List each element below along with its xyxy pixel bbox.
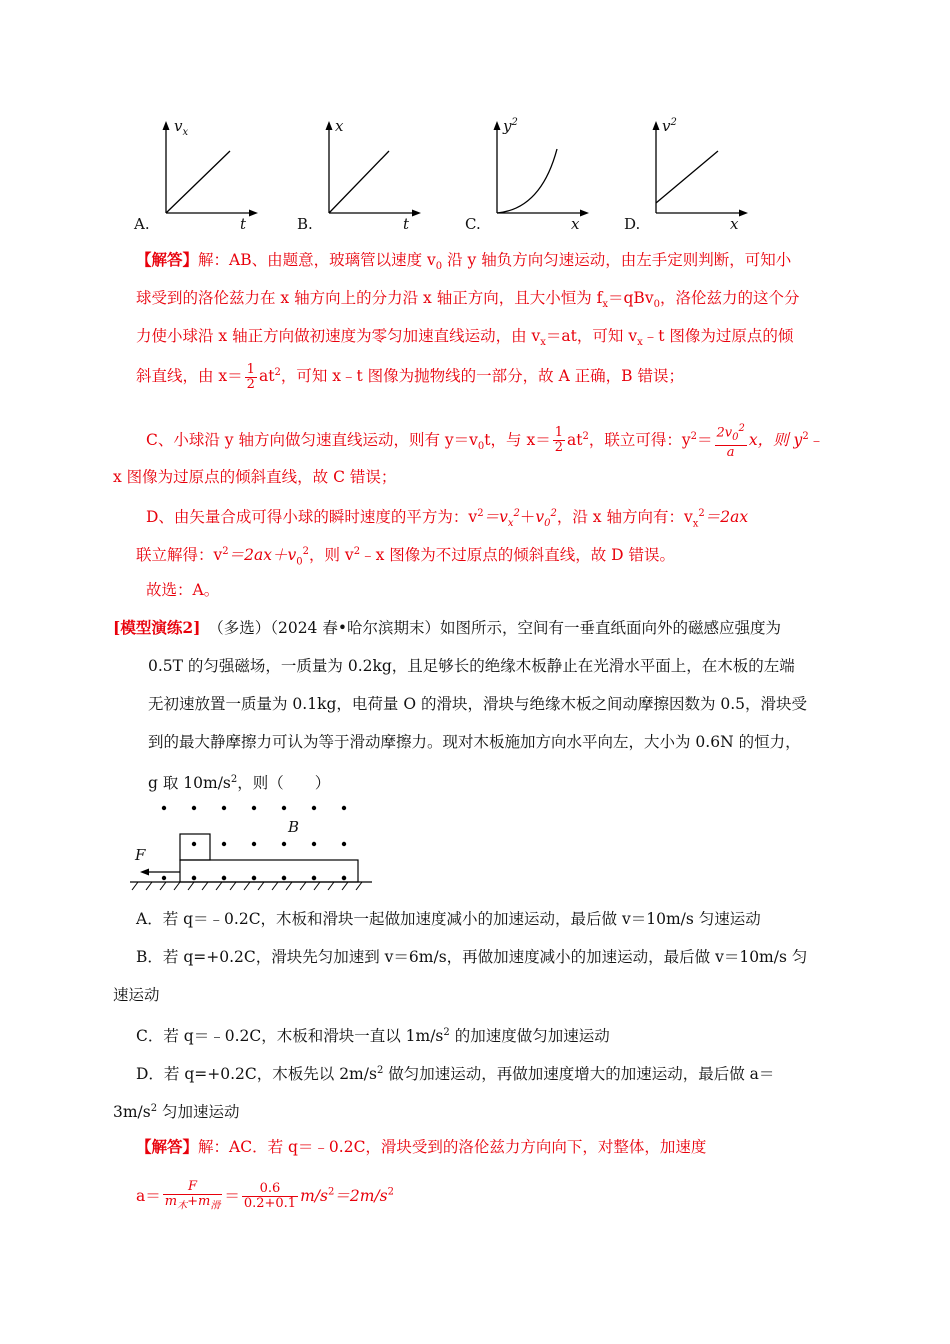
sol1-line-1: 【解答】解：AB、由题意，玻璃管以速度 $v_0$ 沿 y 轴负方向匀速运动，由左手定则判断，可知小: [136, 250, 792, 273]
q2-option-c: C．若 q＝﹣0.2C，木板和滑块一直以 $1m/s^2$ 的加速度做匀加速运动: [136, 1027, 610, 1046]
sol1-line-4: 斜直线，由 x＝ $\frac{1}{2}$ $at^2$，可知 x﹣t 图像为抛物线的一部分，故 A 正确，B 错误；: [136, 361, 685, 392]
q2-option-d-line-2: $3m/s^2$ 匀加速运动: [113, 1103, 240, 1122]
sol1-line-2: 球受到的洛伦兹力在 x 轴方向上的分力沿 x 轴正方向，且大小恒为 $f_x=qBv_0$，洛伦兹力的这个分: [136, 289, 800, 311]
sol1-line-3: 力使小球沿 x 轴正方向做初速度为零匀加速直线运动，由 $v_x=at$，可知 $v_x﹣t$ 图像为过原点的倾: [136, 327, 794, 349]
sol1-conclusion: 故选：A。: [146, 581, 220, 599]
graph-b-xlabel: t: [403, 215, 410, 233]
sol1-line-7: D、由矢量合成可得小球的瞬时速度的平方为：$v^2=v_x^2+v_0^2$，沿 x 轴方向有：$v_x^2=2ax$: [146, 508, 749, 530]
sol1-line-8: 联立解得：$v^2=2ax+v_0^2$，则 $v^2﹣x$ 图像为不过原点的倾斜直线，故 D 错误。: [136, 546, 676, 568]
graph-option-b: [295, 115, 455, 235]
q2-option-d-line-1: D．若 q=+0.2C，木板先以 $2m/s^2$ 做匀加速运动，再做加速度增大的加速运动，最后做 a＝: [136, 1065, 775, 1084]
graph-a-line: [166, 151, 230, 213]
fraction-half-2: $\frac{1}{2}$: [554, 425, 563, 456]
q2-tag: [模型演练2]: [113, 618, 201, 637]
graph-a-axes: [132, 115, 292, 235]
q2-option-b-line-2: 速运动: [113, 986, 160, 1004]
q2-line-4: 到的最大静摩擦力可认为等于滑动摩擦力。现对木板施加方向水平向左，大小为 0.6N 的恒力，: [148, 733, 801, 751]
fraction-f-over-mass: $\frac{F}{m_木+m_滑}$: [164, 1179, 221, 1212]
sol1-line-5: C、小球沿 y 轴方向做匀速直线运动，则有 $y=v_0t$，与 x＝ $\frac{1}{2}$ $at^2$，联立可得：$y^2=$ $\frac{2v_0^2}{a}$ x，则 $y^2﹣$: [146, 423, 825, 460]
q2-line-5: g 取 $10m/s^2$，则（ ）: [148, 774, 331, 793]
field-label-b: B: [288, 818, 300, 836]
fraction-2v0sq-over-a: $\frac{2v_0^2}{a}$: [716, 423, 745, 460]
sol2-line-2: a＝ $\frac{F}{m_木+m_滑}$ ＝ $\frac{0.6}{0.2+0.1}$ $m/s^2=2m/s^2$: [136, 1179, 394, 1212]
graph-d-letter: D.: [624, 215, 641, 233]
graph-option-a: [132, 115, 292, 235]
sol1-line-6: x 图像为过原点的倾斜直线，故 C 错误；: [113, 468, 397, 486]
graph-c-ylabel: $y^2$: [503, 117, 518, 135]
q2-line-3: 无初速放置一质量为 0.1kg，电荷量 O 的滑块，滑块与绝缘木板之间动摩擦因数为 0.5，滑块受: [148, 695, 808, 713]
sol2-line-1: 【解答】解：AC．若 q＝﹣0.2C，滑块受到的洛伦兹力方向向下，对整体，加速度: [136, 1137, 707, 1156]
fraction-numeric: $\frac{0.6}{0.2+0.1}$: [243, 1181, 297, 1212]
graph-a-xlabel: t: [240, 215, 247, 233]
graph-a-letter: A.: [134, 215, 150, 233]
board-figure-svg: [128, 800, 378, 892]
graph-b-ylabel: x: [335, 117, 344, 135]
graph-c-axes: [463, 115, 623, 235]
q2-line-2: 0.5T 的匀强磁场，一质量为 0.2kg，且足够长的绝缘木板静止在光滑水平面上，在木板的左端: [148, 657, 795, 675]
graph-d-xlabel: x: [730, 215, 739, 233]
q2-option-b-line-1: B．若 q=+0.2C，滑块先匀加速到 v＝6m/s，再做加速度减小的加速运动，最后做 v＝10m/s 匀: [136, 948, 808, 966]
force-label-f: F: [135, 846, 146, 864]
graph-a-ylabel: $v_x$: [174, 117, 189, 138]
graph-c-curve: [497, 149, 557, 213]
q2-line-1: [模型演练2] （多选）（2024 春•哈尔滨期末）如图所示，空间有一垂直纸面向外的磁感应强度为: [113, 618, 781, 637]
graph-b-line: [329, 151, 389, 213]
fraction-half: $\frac{1}{2}$: [246, 361, 255, 392]
graph-c-letter: C.: [465, 215, 481, 233]
graph-d-ylabel: $v^2$: [662, 117, 677, 135]
graph-option-d: [622, 115, 782, 235]
graph-b-letter: B.: [297, 215, 313, 233]
insulated-board: [180, 860, 358, 882]
ground-hatching: [132, 882, 362, 890]
slider-block: [180, 834, 210, 860]
graph-option-c: [463, 115, 623, 235]
q2-option-a: A．若 q＝﹣0.2C，木板和滑块一起做加速度减小的加速运动，最后做 v＝10m/s 匀速运动: [136, 910, 761, 928]
graph-c-xlabel: x: [571, 215, 580, 233]
graph-d-line: [656, 151, 718, 203]
board-block-diagram: [128, 800, 378, 892]
graph-d-axes: [622, 115, 782, 235]
graph-b-axes: [295, 115, 455, 235]
